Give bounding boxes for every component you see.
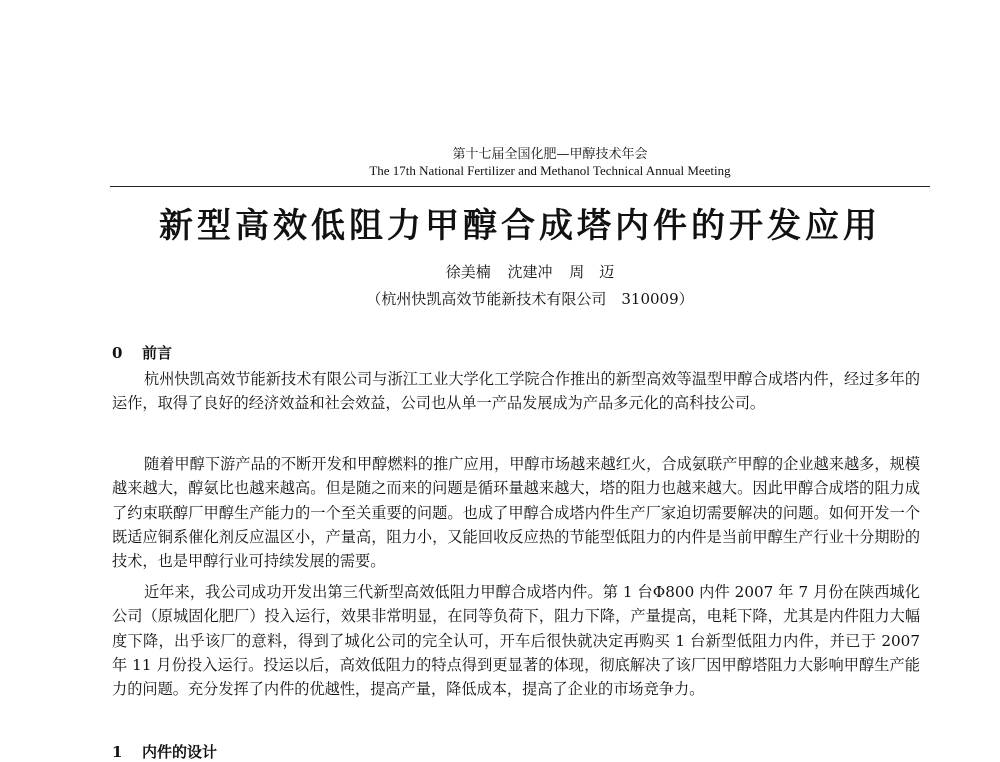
section-heading-preface xyxy=(112,343,172,363)
author-name: 沈建冲 xyxy=(507,263,553,281)
section-title: 内件的设计 xyxy=(142,743,218,761)
paper-title: 新型高效低阻力甲醇合成塔内件的开发应用 xyxy=(159,206,881,246)
body-paragraph: 随着甲醇下游产品的不断开发和甲醇燃料的推广应用，甲醇市场越来越红火，合成氨联产甲醇的企业越来越多，规模越来越大，醇氨比也越来越高。但是随之而来的问题是循环量越来越大，塔的阻力也越来越大。因此甲醇合成塔的阻力成了约束联醇厂甲醇生产能力的一个至关重要的问题。也成了甲醇合成塔内件生产厂家迫切需要解决的问题。如何开发一个既适应铜系催化剂反应温区小，产量高，阻力小，又能回收反应热的节能型低阻力的内件是当前甲醇生产行业十分期盼的技术，也是甲醇行业可持续发展的需要。 xyxy=(112,455,920,571)
section-number: 0 xyxy=(112,344,123,362)
section-heading-design xyxy=(112,742,217,762)
header-rule xyxy=(110,186,930,187)
affiliation: （杭州快凯高效节能新技术有限公司 310009） xyxy=(366,290,694,308)
body-paragraph: 近年来，我公司成功开发出第三代新型高效低阻力甲醇合成塔内件。第 1 台Φ800 内件 2007 年 7 月份在陕西城化公司（原城固化肥厂）投入运行，效果非常明显，在同等负荷下，阻力下降，产量提高，电耗下降，尤其是内件阻力大幅度下降，出乎该厂的意料，得到了城化公司的完全认可，开车后很快就决定再购买 1 台新型低阻力内件，并已于 2007 年 11 月份投入运行。投运以后，高效低阻力的特点得到更显著的体现，彻底解决了该厂因甲醇塔阻力大影响甲醇生产能力的问题。充分发挥了内件的优越性，提高产量，降低成本，提高了企业的市场竞争力。 xyxy=(112,583,920,699)
conference-header xyxy=(110,147,930,179)
section-number: 1 xyxy=(112,743,123,761)
conference-name-en: The 17th National Fertilizer and Methanol Technical Annual Meeting xyxy=(369,163,731,178)
author-name: 徐美楠 xyxy=(445,263,491,281)
author-list xyxy=(110,262,930,282)
conference-name-cn: 第十七届全国化肥—甲醇技术年会 xyxy=(452,147,648,162)
author-name: 周 迈 xyxy=(569,263,615,281)
section-title: 前言 xyxy=(142,344,173,362)
body-paragraph: 杭州快凯高效节能新技术有限公司与浙江工业大学化工学院合作推出的新型高效等温型甲醇合成塔内件，经过多年的运作，取得了良好的经济效益和社会效益，公司也从单一产品发展成为产品多元化的高科技公司。 xyxy=(112,370,920,413)
